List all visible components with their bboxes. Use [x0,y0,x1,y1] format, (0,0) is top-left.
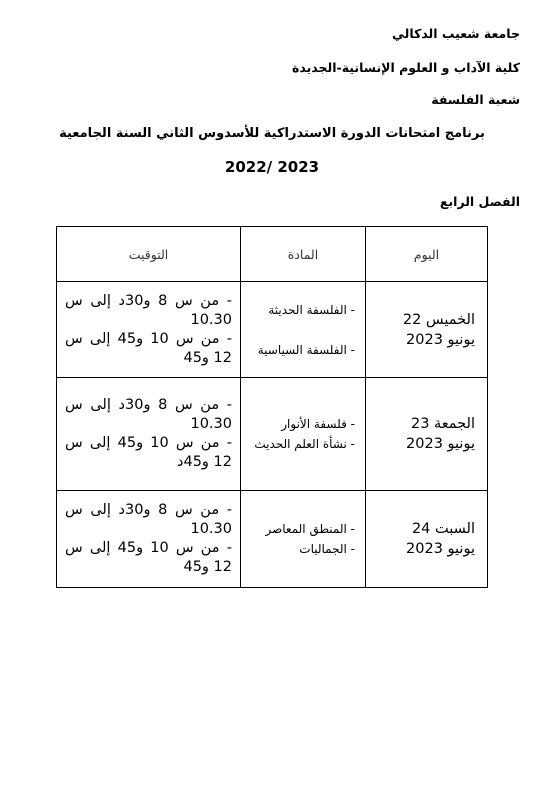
table-row [57,282,488,378]
time-cell [57,282,241,378]
time-slot: - من س 10 و45 إلى س 12 و45 [65,330,232,366]
exam-schedule-table [56,226,488,588]
table-header-row [57,227,488,282]
university-name: جامعة شعيب الدكالي [392,26,520,41]
day-label: الجمعة 23 [410,416,475,432]
subject-item: - فلسفة الأنوار [281,417,355,431]
time-slot: - من س 10 و45 إلى س 12 و45د [65,435,232,470]
subject-item: - الفلسفة الحديثة [268,302,355,317]
time-slot: - من س 8 و30د إلى س 10.30 [65,502,232,537]
column-header-subject: المادة [241,227,366,282]
day-date: يونيو 2023 [406,436,475,452]
day-label: السبت 24 [411,521,475,537]
day-date: يونيو 2023 [406,331,475,348]
subject-item: - الفلسفة السياسية [257,342,355,357]
subject-item: - نشأة العلم الحديث [254,437,355,451]
subject-item: - المنطق المعاصر [265,522,355,536]
time-cell [57,378,241,491]
day-cell [366,491,488,588]
table-row [57,491,488,588]
time-cell [57,491,241,588]
day-cell [366,378,488,491]
subject-cell [241,282,366,378]
time-slot: - من س 8 و30د إلى س 10.30 [65,397,232,432]
department-name: شعبة الفلسفة [431,92,520,107]
faculty-name: كلية الآداب و العلوم الإنسانية-الجديدة [292,60,520,75]
time-slot: - من س 8 و30د إلى س 10.30 [65,292,232,328]
time-slot: - من س 10 و45 إلى س 12 و45 [65,540,232,575]
subject-item: - الجماليات [299,542,355,556]
column-header-time: التوقيت [57,227,241,282]
page-title: برنامج امتحانات الدورة الاستدراكية للأسدوس الثاني السنة الجامعية [59,126,485,141]
subject-cell [241,378,366,491]
semester-label: الفصل الرابع [439,194,520,209]
academic-year: 2022/ 2023 [224,158,320,176]
day-cell [366,282,488,378]
column-header-day: اليوم [366,227,488,282]
day-date: يونيو 2023 [406,541,475,557]
subject-cell [241,491,366,588]
table-row [57,378,488,491]
day-label: الخميس 22 [402,311,475,328]
